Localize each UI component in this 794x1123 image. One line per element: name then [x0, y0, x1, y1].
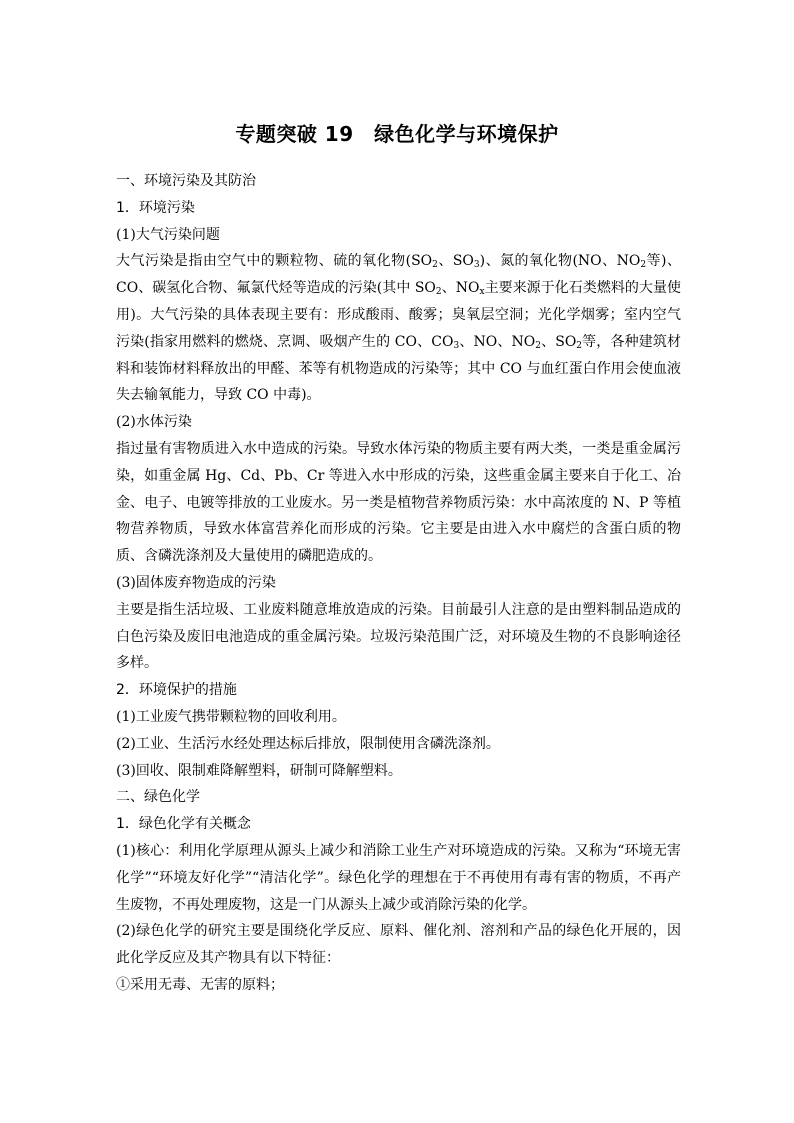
- section-heading-green-chemistry: 二、绿色化学: [116, 789, 200, 806]
- green-feature-1: ①采用无毒、无害的原料；: [116, 976, 284, 993]
- protection-item-3: (3)回收、限制难降解塑料，研制可降解塑料。: [116, 762, 402, 779]
- item-solid-waste: (3)固体废弃物造成的污染: [116, 574, 276, 591]
- paragraph-green-research: (2)绿色化学的研究主要是围绕化学反应、原料、催化剂、溶剂和产品的绿色化开展的，因此化学反应及其产物具有以下特征：: [116, 923, 681, 967]
- subheading-pollution: 1．环境污染: [116, 199, 195, 216]
- page-title: 专题突破 19 绿色化学与环境保护: [235, 122, 559, 146]
- paragraph-air-pollution: 大气污染是指由空气中的颗粒物、硫的氧化物($SO_2$、$SO_3$)、氮的氧化物(NO、$NO_2$等)、CO、碳氢化合物、氟氯代烃等造成的污染(其中 $SO_2$、$NO_x$主要来源于化石类燃料的大量使用)。大气污染的具体表现主要有：形成酸雨、酸雾；臭氧层空洞；光化学烟雾；室内空气污染(指家用燃料的燃烧、烹调、吸烟产生的 CO、$CO_3$、NO、$NO_2$、$SO_2$等，各种建筑材料和装饰材料释放出的甲醛、苯等有机物造成的污染等；其中 CO 与血红蛋白作用会使血液失去输氧能力，导致 CO 中毒)。: [116, 253, 682, 404]
- paragraph-solid-waste: 主要是指生活垃圾、工业废料随意堆放造成的污染。目前最引人注意的是由塑料制品造成的白色污染及废旧电池造成的重金属污染。垃圾污染范围广泛，对环境及生物的不良影响途径多样。: [116, 601, 681, 672]
- subheading-green-concepts: 1．绿色化学有关概念: [116, 816, 251, 833]
- paragraph-water-pollution: 指过量有害物质进入水中造成的污染。导致水体污染的物质主要有两大类，一类是重金属污染，如重金属 Hg、Cd、Pb、Cr 等进入水中形成的污染，这些重金属主要来自于化工、冶金、电子、电镀等排放的工业废水。另一类是植物营养物质污染：水中高浓度的 N、P 等植物营养物质，导致水体富营养化而形成的污染。它主要是由进入水中腐烂的含蛋白质的物质、含磷洗涤剂及大量使用的磷肥造成的。: [116, 440, 681, 565]
- subheading-protection: 2．环境保护的措施: [116, 682, 237, 699]
- section-heading-pollution: 一、环境污染及其防治: [116, 173, 256, 189]
- protection-item-1: (1)工业废气携带颗粒物的回收利用。: [116, 708, 346, 725]
- item-water-pollution: (2)水体污染: [116, 414, 192, 431]
- paragraph-green-core: (1)核心：利用化学原理从源头上减少和消除工业生产对环境造成的污染。又称为“环境无害化学”“环境友好化学”“清洁化学”。绿色化学的理想在于不再使用有毒有害的物质，不再产生废物，不再处理废物，这是一门从源头上减少或消除污染的化学。: [116, 842, 681, 913]
- item-air-pollution: (1)大气污染问题: [116, 226, 220, 243]
- document-body: [116, 168, 681, 999]
- protection-item-2: (2)工业、生活污水经处理达标后排放，限制使用含磷洗涤剂。: [116, 735, 500, 752]
